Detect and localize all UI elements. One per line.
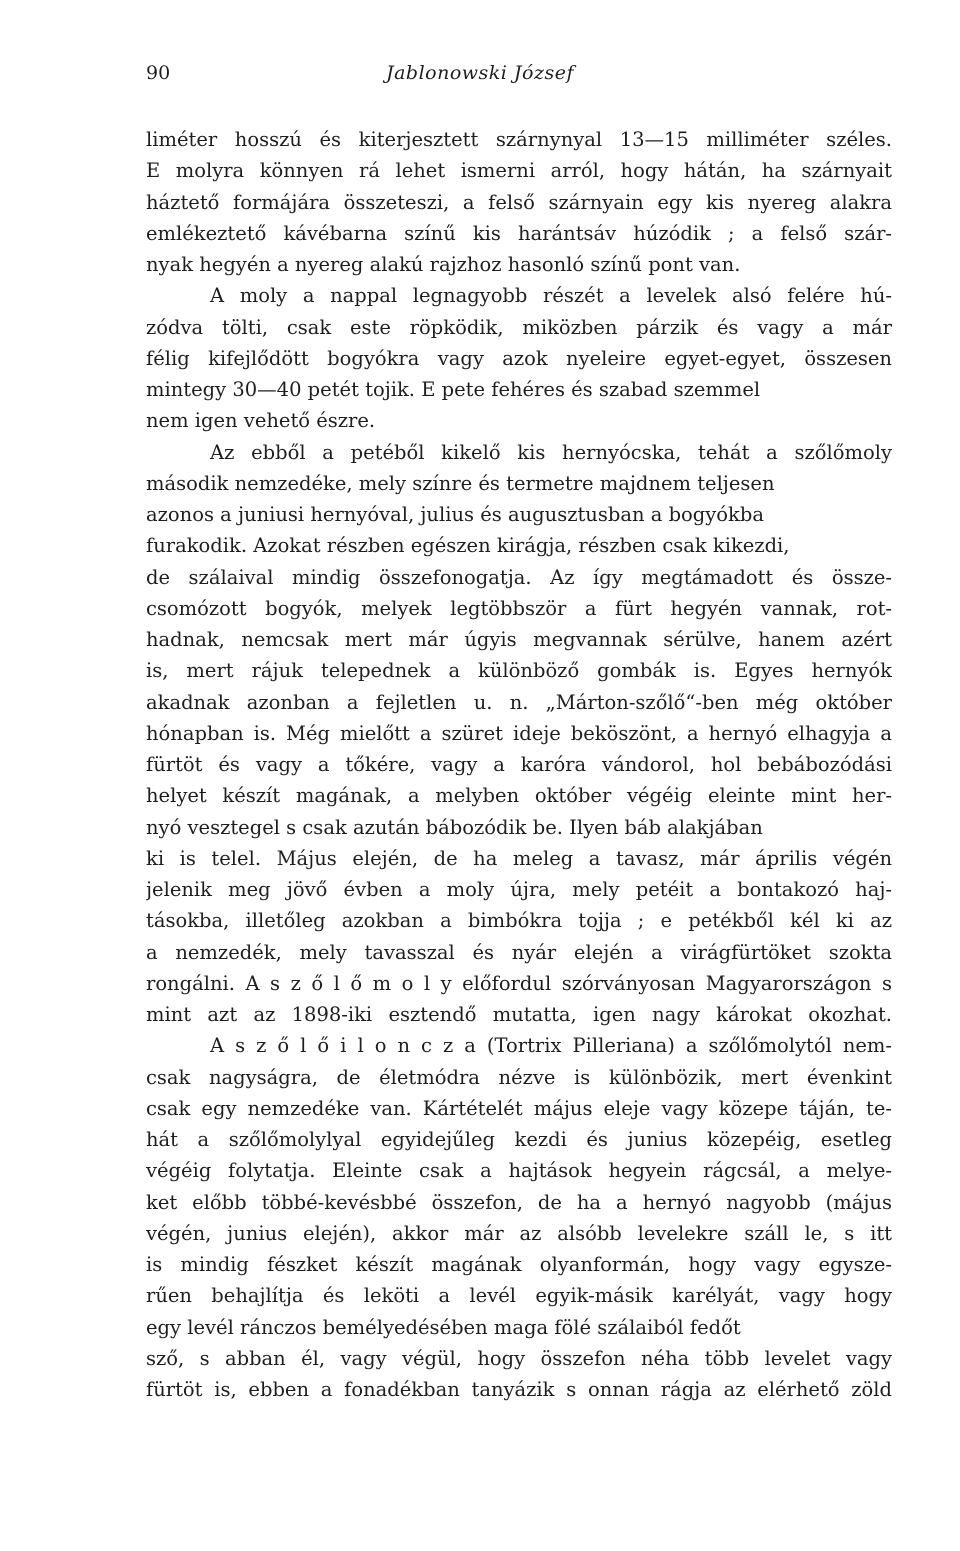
text-line: liméter hosszú és kiterjesztett szárnynyal 13—15 milliméter széles. [146,128,892,151]
text-line: hadnak, nemcsak mert már úgyis megvannak sérülve, hanem azért [146,628,892,651]
text-line: nyak hegyén a nyereg alakú rajzhoz hasonló színű pont van. [146,253,741,276]
text-line: E molyra könnyen rá lehet ismerni arról, hogy hátán, ha szárnyait [146,159,892,183]
text-line: csak nagyságra, de életmódra nézve is különbözik, mert évenkint [146,1065,892,1089]
text-line: helyet készít magának, a melyben október végéig eleinte mint her- [146,784,892,808]
text-line: ket előbb többé-kevésbbé összefon, de ha a hernyó nagyobb (május [146,1190,892,1214]
body-text [146,124,892,1405]
page-header [0,62,960,92]
text-line: azonos a juniusi hernyóval, julius és augusztusban a bogyókba [146,503,764,526]
text-line: végén, junius elején), akkor már az alsóbb levelekre száll le, s itt [146,1221,892,1245]
text-line: fürtöt és vagy a tőkére, vagy a karóra vándorol, hol bebábozódási [146,753,892,776]
text-line: akadnak azonban a fejletlen u. n. „Márton-szőlő“-ben még október [146,690,892,714]
text-line: A moly a nappal legnagyobb részét a levelek alsó felére hú- [210,284,892,308]
text-line: rűen behajlítja és leköti a levél egyik-másik karélyát, vagy hogy [146,1284,892,1308]
text-line: háztető formájára összeteszi, a felső szárnyain egy kis nyereg alakra [146,190,892,214]
text-line: jelenik meg jövő évben a moly újra, mely petéit a bontakozó haj- [146,878,892,901]
text-line: mint azt az 1898-iki esztendő mutatta, igen nagy károkat okozhat. [146,1003,892,1026]
page-number: 90 [146,62,171,84]
text-line: csomózott bogyók, melyek legtöbbször a fürt hegyén vannak, rot- [146,596,892,620]
text-line: sző, s abban él, vagy végül, hogy összefon néha több levelet vagy [146,1346,892,1370]
text-line: de szálaival mindig összefonogatja. Az így megtámadott és össze- [146,565,892,589]
text-line: félig kifejlődött bogyókra vagy azok nyeleire egyet-egyet, összesen [146,346,892,370]
text-line: ki is telel. Május elején, de ha meleg a tavasz, már április végén [146,846,892,870]
text-line: nem igen vehető észre. [146,409,376,433]
running-head: Jablonowski József [385,62,575,84]
text-line: zódva tölti, csak este röpködik, miközben párzik és vagy a már [146,315,892,339]
text-line: hát a szőlőmolylyal egyidejűleg kezdi és junius közepéig, esetleg [146,1128,892,1151]
text-line: tásokba, illetőleg azokban a bimbókra tojja ; e petékből kél ki az [146,909,892,933]
text-line: rongálni. A s z ő l ő m o l y előfordul szórványosan Magyarországon s [146,971,892,995]
text-line: Az ebből a petéből kikelő kis hernyócska, tehát a szőlőmoly [210,440,892,464]
text-line: hónapban is. Még mielőtt a szüret ideje beköszönt, a hernyó elhagyja a [146,721,892,745]
text-line: A s z ő l ő i l o n c z a (Tortrix Pilleriana) a szőlőmolytól nem- [210,1034,892,1058]
text-line: emlékeztető kávébarna színű kis harántsáv húzódik ; a felső szár- [146,221,892,245]
text-line: második nemzedéke, mely színre és termetre majdnem teljesen [146,471,775,495]
text-line: is mindig fészket készít magának olyanformán, hogy vagy egysze- [146,1253,892,1276]
text-line: csak egy nemzedéke van. Kártételét május eleje vagy közepe táján, te- [146,1096,892,1120]
text-line: furakodik. Azokat részben egészen kirágja, részben csak kikezdi, [146,534,790,558]
text-line: nyó vesztegel s csak azután bábozódik be. Ilyen báb alakjában [146,815,763,839]
text-line: fürtöt is, ebben a fonadékban tanyázik s onnan rágja az elérhető zöld [146,1378,892,1401]
text-line: a nemzedék, mely tavasszal és nyár elején a virágfürtöket szokta [146,940,892,964]
text-line: mintegy 30—40 petét tojik. E pete fehéres és szabad szemmel [146,378,761,401]
text-line: végéig folytatja. Eleinte csak a hajtások hegyein rágcsál, a melye- [146,1159,892,1183]
text-line: egy levél ránczos bemélyedésében maga fölé szálaiból fedőt [146,1315,741,1339]
text-line: is, mert rájuk telepednek a különböző gombák is. Egyes hernyók [146,659,892,683]
